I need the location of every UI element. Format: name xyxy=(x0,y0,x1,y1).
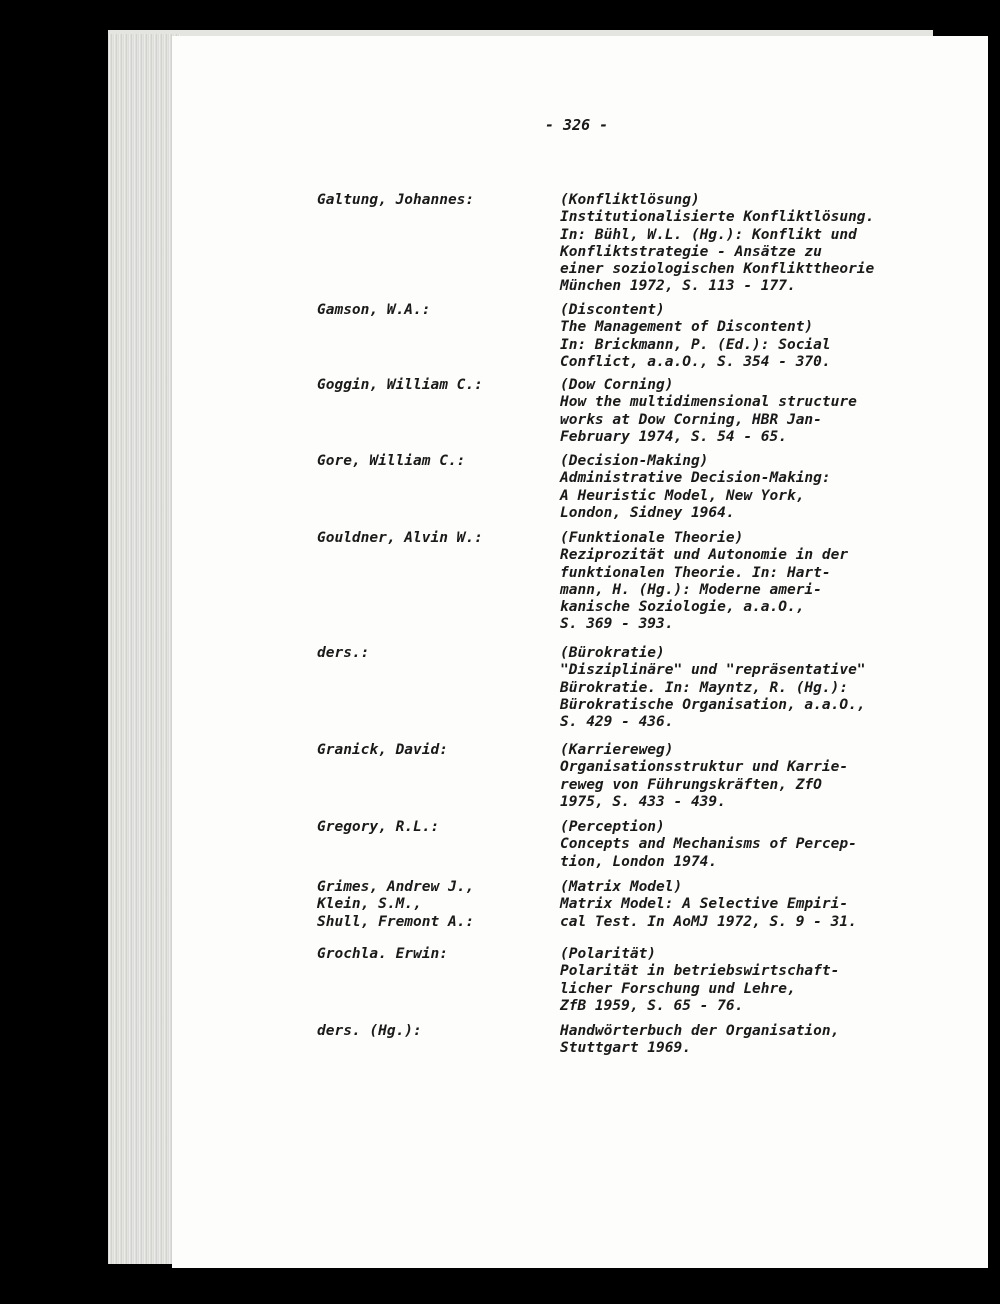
reference-line: The Management of Discontent) xyxy=(560,319,814,336)
entry-author xyxy=(317,879,474,931)
reference-line: London, Sidney 1964. xyxy=(560,504,735,521)
reference-keyword: (Funktionale Theorie) xyxy=(560,530,744,546)
author-line: ders. (Hg.): xyxy=(317,1023,422,1039)
entry-reference xyxy=(560,530,848,634)
entry-author xyxy=(317,302,431,319)
entry-author xyxy=(317,946,448,963)
entry-reference xyxy=(560,1023,839,1058)
reference-line: Konfliktstrategie - Ansätze zu xyxy=(560,243,822,260)
reference-line: funktionalen Theorie. In: Hart- xyxy=(560,564,831,581)
entry-author xyxy=(317,1023,422,1040)
book-page-stack xyxy=(108,34,180,1264)
entry-author xyxy=(317,645,369,662)
reference-line: S. 369 - 393. xyxy=(560,616,674,633)
reference-line: ZfB 1959, S. 65 - 76. xyxy=(560,997,744,1014)
reference-line: Concepts and Mechanisms of Percep- xyxy=(560,836,857,853)
author-line: Gregory, R.L.: xyxy=(317,819,440,835)
entry-author xyxy=(317,192,474,209)
author-line: Klein, S.M., xyxy=(317,896,422,913)
reference-line: February 1974, S. 54 - 65. xyxy=(560,428,787,445)
author-line: Granick, David: xyxy=(317,742,448,758)
reference-line: A Heuristic Model, New York, xyxy=(560,487,805,504)
reference-keyword: (Bürokratie) xyxy=(560,645,665,661)
entry-reference xyxy=(560,879,857,931)
author-line: Grimes, Andrew J., xyxy=(317,879,475,895)
entry-author xyxy=(317,819,439,836)
reference-line: reweg von Führungskräften, ZfO xyxy=(560,776,822,793)
author-line: Goggin, William C.: xyxy=(317,377,483,393)
author-line: Gore, William C.: xyxy=(317,453,466,469)
reference-line: Institutionalisierte Konfliktlösung. xyxy=(560,209,875,226)
reference-line: cal Test. In AoMJ 1972, S. 9 - 31. xyxy=(560,913,857,930)
reference-line: In: Bühl, W.L. (Hg.): Konflikt und xyxy=(560,226,857,243)
entry-author xyxy=(317,530,483,547)
reference-line: S. 429 - 436. xyxy=(560,714,674,731)
reference-line: 1975, S. 433 - 439. xyxy=(560,793,726,810)
reference-line: einer soziologischen Konflikttheorie xyxy=(560,261,875,278)
author-line: Gouldner, Alvin W.: xyxy=(317,530,483,546)
reference-line: München 1972, S. 113 - 177. xyxy=(560,278,796,295)
reference-line: kanische Soziologie, a.a.O., xyxy=(560,599,805,616)
reference-line: How the multidimensional structure xyxy=(560,394,857,411)
reference-keyword: (Perception) xyxy=(560,819,665,835)
reference-line: works at Dow Corning, HBR Jan- xyxy=(560,411,822,428)
page-number: - 326 - xyxy=(545,116,609,134)
entry-author xyxy=(317,453,465,470)
reference-line: Reziprozität und Autonomie in der xyxy=(560,547,849,564)
author-line: Gamson, W.A.: xyxy=(317,302,431,318)
reference-keyword: (Discontent) xyxy=(560,302,665,318)
author-line: Grochla. Erwin: xyxy=(317,946,448,962)
author-line: Galtung, Johannes: xyxy=(317,192,475,208)
author-line: Shull, Fremont A.: xyxy=(317,913,475,930)
reference-line: Conflict, a.a.O., S. 354 - 370. xyxy=(560,353,831,370)
entry-author xyxy=(317,377,483,394)
reference-line: Stuttgart 1969. xyxy=(560,1040,691,1057)
reference-keyword: (Polarität) xyxy=(560,946,657,962)
reference-line: In: Brickmann, P. (Ed.): Social xyxy=(560,336,831,353)
reference-keyword: (Karriereweg) xyxy=(560,742,674,758)
author-line: ders.: xyxy=(317,645,370,661)
entry-reference xyxy=(560,302,831,371)
entry-reference xyxy=(560,742,848,811)
reference-line: Bürokratische Organisation, a.a.O., xyxy=(560,696,866,713)
entry-reference xyxy=(560,453,831,522)
reference-keyword: (Dow Corning) xyxy=(560,377,674,393)
reference-line: Polarität in betriebswirtschaft- xyxy=(560,963,840,980)
reference-keyword: (Decision-Making) xyxy=(560,453,709,469)
entry-author xyxy=(317,742,448,759)
entry-reference xyxy=(560,819,857,871)
reference-line: Handwörterbuch der Organisation, xyxy=(560,1023,840,1039)
reference-line: Matrix Model: A Selective Empiri- xyxy=(560,896,849,913)
reference-keyword: (Konfliktlösung) xyxy=(560,192,700,208)
entry-reference xyxy=(560,946,839,1015)
entry-reference xyxy=(560,192,874,296)
reference-line: "Disziplinäre" und "repräsentative" xyxy=(560,662,866,679)
entry-reference xyxy=(560,377,857,446)
reference-line: mann, H. (Hg.): Moderne ameri- xyxy=(560,581,822,598)
reference-keyword: (Matrix Model) xyxy=(560,879,683,895)
reference-line: Organisationsstruktur und Karrie- xyxy=(560,759,849,776)
reference-line: Administrative Decision-Making: xyxy=(560,470,831,487)
entry-reference xyxy=(560,645,866,731)
reference-line: Bürokratie. In: Mayntz, R. (Hg.): xyxy=(560,679,849,696)
reference-line: licher Forschung und Lehre, xyxy=(560,980,796,997)
reference-line: tion, London 1974. xyxy=(560,853,718,870)
